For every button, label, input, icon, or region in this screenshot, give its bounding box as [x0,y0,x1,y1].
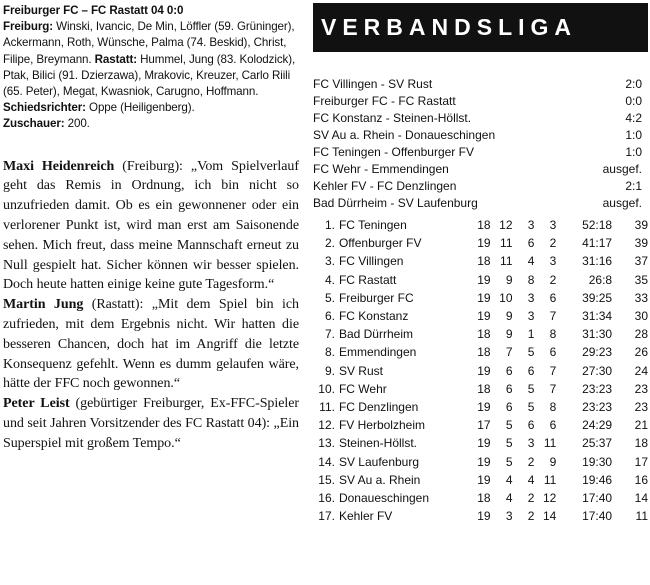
standings-rank: 2. [324,236,335,251]
standings-points: 18 [634,436,648,451]
standings-goals: 27:30 [582,363,613,378]
league-banner: VERBANDSLIGA [313,3,648,52]
standings-drawn: 4 [527,254,535,269]
standings-drawn: 4 [527,472,535,487]
standings-lost: 7 [549,381,557,396]
standings-drawn: 8 [527,272,535,287]
standings-points: 30 [634,309,648,324]
standings-goals: 31:30 [582,327,613,342]
standings-lost: 8 [549,327,557,342]
standings-row [313,289,648,307]
standings-lost: 14 [542,509,557,524]
standings-rank: 17. [318,509,335,524]
quote-speaker: Peter Leist [3,396,70,412]
spectators-count: 200. [64,117,90,131]
referee-name: Oppe (Heiligenberg). [85,101,195,115]
standings-lost: 11 [543,472,557,487]
standings-lost: 3 [549,254,557,269]
match-headline: Freiburger FC – FC Rastatt 04 0:0 [3,4,184,17]
standings-played: 19 [477,309,491,324]
standings-played: 19 [477,363,491,378]
spectators-label: Zuschauer: [3,117,65,131]
results-list [313,76,648,212]
standings-row [313,471,648,489]
standings-points: 28 [634,327,648,342]
result-score: ausgef. [602,196,642,210]
standings-played: 19 [477,509,491,524]
standings-goals: 31:34 [582,309,613,324]
standings-lost: 3 [549,218,557,233]
standings-lost: 7 [549,363,557,378]
standings-row [313,325,648,343]
standings-played: 18 [477,345,491,360]
standings-points: 14 [634,490,648,505]
standings-rank: 14. [318,454,335,469]
result-score: 1:0 [625,145,642,159]
standings-lost: 2 [549,236,557,251]
match-report [3,3,299,133]
standings-won: 5 [505,418,513,433]
standings-goals: 31:16 [582,254,613,269]
standings-rank: 12. [318,418,335,433]
standings-rank: 1. [324,218,335,233]
standings-team: SV Au a. Rhein [338,472,421,487]
standings-rank: 9. [324,363,335,378]
standings-won: 9 [505,272,513,287]
standings-drawn: 5 [527,381,535,396]
quote-text: (Freiburg): „Vom Spielverlauf geht das Remis in Ordnung, ich bin nicht so unzufrieden damit. Ob es ein gewonnener oder ein verlorener Punkt ist, wird man erst am Saisonende sehen. Mich freut, dass meine Mannschaft erneut zu Null gespielt hat. Sicher können wir besser spielen. Doch heute hatten einige keine gute Tagesform.“ [3,158,299,293]
result-match: FC Villingen - SV Rust [313,77,433,91]
standings-points: 21 [634,418,648,433]
standings-won: 7 [505,345,513,360]
standings-team: Offenburger FV [338,236,422,251]
result-row [313,127,648,144]
standings-drawn: 2 [527,490,535,505]
standings-rank: 13. [318,436,335,451]
result-score: 2:1 [625,179,642,193]
standings-rank: 16. [318,490,335,505]
standings-points: 33 [634,290,648,305]
standings-team: Kehler FV [338,509,393,524]
league-column [313,3,648,525]
standings-goals: 19:30 [582,454,613,469]
result-score: 4:2 [625,111,642,125]
standings-points: 39 [634,218,648,233]
standings-goals: 26:8 [588,272,613,287]
standings-rank: 11. [319,399,335,414]
standings-won: 4 [505,490,513,505]
result-score: 1:0 [625,128,642,142]
result-row [313,76,648,93]
standings-lost: 11 [543,436,557,451]
result-match: FC Konstanz - Steinen-Höllst. [313,111,472,125]
standings-team: Steinen-Höllst. [338,436,417,451]
standings-row [313,307,648,325]
standings-rank: 5. [324,290,335,305]
standings-drawn: 1 [527,327,535,342]
standings-lost: 6 [549,290,557,305]
standings-lost: 8 [549,399,557,414]
standings-lost: 2 [549,272,557,287]
standings-points: 35 [634,272,648,287]
standings-row [313,489,648,507]
standings-team: FV Herbolzheim [338,418,425,433]
standings-drawn: 6 [527,236,535,251]
quote-speaker: Martin Jung [3,297,84,313]
standings-team: SV Laufenburg [338,454,420,469]
standings-row [313,380,648,398]
standings-won: 6 [505,399,513,414]
standings-row [313,362,648,380]
result-row [313,195,648,212]
standings-lost: 12 [542,490,557,505]
standings-team: FC Konstanz [338,309,409,324]
standings-row [313,252,648,270]
standings-team: FC Denzlingen [338,399,419,414]
standings-points: 24 [634,363,648,378]
result-match: FC Teningen - Offenburger FV [313,145,474,159]
standings-row [313,416,648,434]
standings-goals: 39:25 [582,290,613,305]
match-report-column [3,3,299,454]
standings-team: Emmendingen [338,345,417,360]
standings-rank: 7. [324,327,335,342]
standings-goals: 19:46 [582,472,613,487]
standings-played: 19 [477,399,491,414]
standings-team: FC Teningen [338,218,407,233]
standings-rank: 3. [324,254,335,269]
standings-goals: 17:40 [582,509,613,524]
standings-played: 17 [477,418,491,433]
standings-won: 4 [505,472,513,487]
standings-team: FC Rastatt [338,272,397,287]
standings-lost: 7 [549,309,557,324]
standings-row [313,271,648,289]
standings-points: 11 [635,509,648,524]
standings-lost: 6 [549,418,557,433]
standings-team: FC Villingen [338,254,404,269]
freiburg-lineup: Winski, Ivancic, De Min, Löffler (59. Grüninger), Ackermann, Roth, Wünsche, Palma (74. Beskid), Christ, Filipe, Breymann. [3,20,295,66]
standings-row [313,452,648,470]
standings-goals: 41:17 [582,236,613,251]
standings-won: 3 [505,509,513,524]
standings-goals: 24:29 [582,418,613,433]
standings-row [313,434,648,452]
standings-drawn: 6 [527,418,535,433]
standings-row [313,343,648,361]
standings-rank: 6. [324,309,335,324]
standings-won: 12 [499,218,513,233]
standings-drawn: 3 [527,218,535,233]
result-match: SV Au a. Rhein - Donaueschingen [313,128,496,142]
quotes-section [3,157,299,454]
result-score: 2:0 [625,77,642,91]
result-match: Bad Dürrheim - SV Laufenburg [313,196,478,210]
result-row [313,110,648,127]
quote-text: (gebürtiger Freiburger, Ex-FFC-Spieler und seit Jahren Vorsitzender des FC Rastatt 04): „Ein Superspiel mit großem Tempo.“ [3,396,299,451]
standings-row [313,216,648,234]
quote-speaker: Maxi Heidenreich [3,158,115,174]
standings-goals: 17:40 [582,490,613,505]
standings-played: 19 [477,454,491,469]
result-row [313,93,648,110]
result-score: 0:0 [625,94,642,108]
standings-row [313,234,648,252]
standings-won: 11 [500,254,513,269]
standings-points: 23 [634,399,648,414]
referee-label: Schiedsrichter: [3,101,86,115]
rastatt-label: Rastatt: [94,52,138,66]
standings-won: 11 [500,236,513,251]
standings-lost: 9 [549,454,557,469]
standings-played: 18 [477,490,491,505]
standings-won: 9 [505,327,513,342]
standings-team: Donaueschingen [338,490,430,505]
standings-team: SV Rust [338,363,383,378]
standings-won: 5 [505,454,513,469]
standings-lost: 6 [549,345,557,360]
standings-drawn: 3 [527,309,535,324]
standings-won: 6 [505,363,513,378]
standings-drawn: 5 [527,345,535,360]
standings-points: 16 [634,472,648,487]
standings-drawn: 5 [527,399,535,414]
result-row [313,178,648,195]
standings-played: 19 [477,436,491,451]
standings-played: 18 [477,327,491,342]
standings-rank: 8. [324,345,335,360]
standings-played: 18 [477,254,491,269]
standings-points: 23 [634,381,648,396]
standings-drawn: 3 [527,436,535,451]
standings-row [313,507,648,525]
result-match: Kehler FV - FC Denzlingen [313,179,457,193]
standings-team: Freiburger FC [338,290,414,305]
standings-rank: 10. [318,381,335,396]
standings-rank: 4. [324,272,335,287]
result-score: ausgef. [602,162,642,176]
standings-points: 37 [634,254,648,269]
standings-played: 18 [477,381,491,396]
standings-played: 19 [477,272,491,287]
rastatt-lineup: Hummel, Jung (83. Kolodzick), Ptak, Bilici (91. Dzierzawa), Mrakovic, Kreuzer, Carlo Riili (65. Peter), Megat, Kwasniok, Carugno, Hoffmann. [3,52,296,99]
standings-points: 17 [634,454,648,469]
standings-played: 19 [477,236,491,251]
standings-goals: 25:37 [582,436,613,451]
freiburg-label: Freiburg: [3,20,53,34]
standings-goals: 29:23 [582,345,613,360]
result-match: FC Wehr - Emmendingen [313,162,449,176]
standings-points: 39 [634,236,648,251]
standings-played: 19 [477,472,491,487]
standings-won: 6 [505,381,513,396]
standings-drawn: 3 [527,290,535,305]
standings-rank: 15. [318,472,335,487]
standings-points: 26 [634,345,648,360]
standings-table [313,216,648,525]
standings-won: 5 [505,436,513,451]
standings-team: FC Wehr [338,381,387,396]
result-match: Freiburger FC - FC Rastatt [313,94,456,108]
standings-goals: 23:23 [582,399,613,414]
standings-won: 10 [499,290,513,305]
standings-drawn: 6 [527,363,535,378]
standings-played: 18 [477,218,491,233]
standings-goals: 52:18 [582,218,613,233]
standings-won: 9 [505,309,513,324]
standings-drawn: 2 [527,454,535,469]
standings-row [313,398,648,416]
quote-text: (Rastatt): „Mit dem Spiel bin ich zufrieden, mit dem Ergebnis nicht. Wir hatten die besseren Chancen, doch hat im Angriff die letzte Konsequenz gefehlt. Wenn es dumm gelaufen wäre, hätte der FFC noch gewonnen.“ [3,297,299,392]
standings-drawn: 2 [527,509,535,524]
result-row [313,144,648,161]
result-row [313,161,648,178]
standings-team: Bad Dürrheim [338,327,413,342]
standings-played: 19 [477,290,491,305]
standings-goals: 23:23 [582,381,613,396]
